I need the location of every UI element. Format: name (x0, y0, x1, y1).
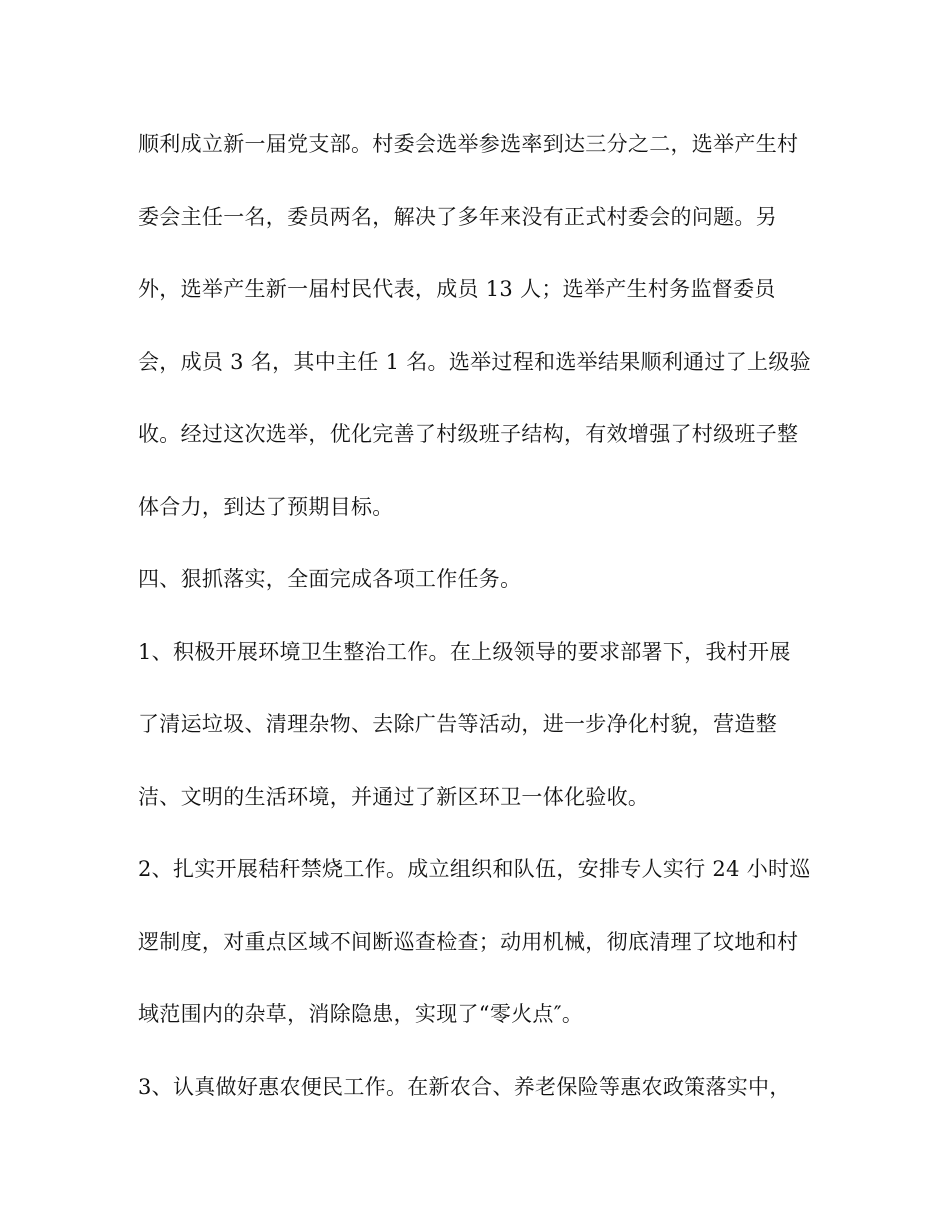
text-line: 收。经过这次选举，优化完善了村级班子结构，有效增强了村级班子整 (138, 422, 799, 446)
text-line: 逻制度，对重点区域不间断巡查检查；动用机械，彻底清理了坟地和村 (138, 929, 799, 954)
text-line: 顺利成立新一届党支部。村委会选举参选率到达三分之二，选举产生村 (138, 132, 799, 156)
document-body (138, 124, 828, 1139)
text-line: 会，成员 3 名，其中主任 1 名。选举过程和选举结果顺利通过了上级验 (138, 349, 811, 374)
text-line: 委会主任一名，委员两名，解决了多年来没有正式村委会的问题。另 (138, 204, 777, 229)
text-line: 3、认真做好惠农便民工作。在新农合、养老保险等惠农政策落实中， (138, 1074, 791, 1099)
section-heading: 四、狠抓落实，全面完成各项工作任务。 (138, 567, 522, 591)
text-line: 体合力，到达了预期目标。 (138, 494, 394, 519)
text-line: 外，选举产生新一届村民代表，成员 13 人；选举产生村务监督委员 (138, 277, 776, 301)
text-line: 1、积极开展环境卫生整治工作。在上级领导的要求部署下，我村开展 (138, 639, 791, 664)
text-line: 洁、文明的生活环境，并通过了新区环卫一体化验收。 (138, 784, 650, 809)
text-line: 了清运垃圾、清理杂物、去除广告等活动，进一步净化村貌，营造整 (138, 712, 777, 736)
text-line: 2、扎实开展秸秆禁烧工作。成立组织和队伍，安排专人实行 24 小时巡 (138, 857, 811, 881)
text-line: 域范围内的杂草，消除隐患，实现了“零火点″。 (138, 1002, 584, 1026)
